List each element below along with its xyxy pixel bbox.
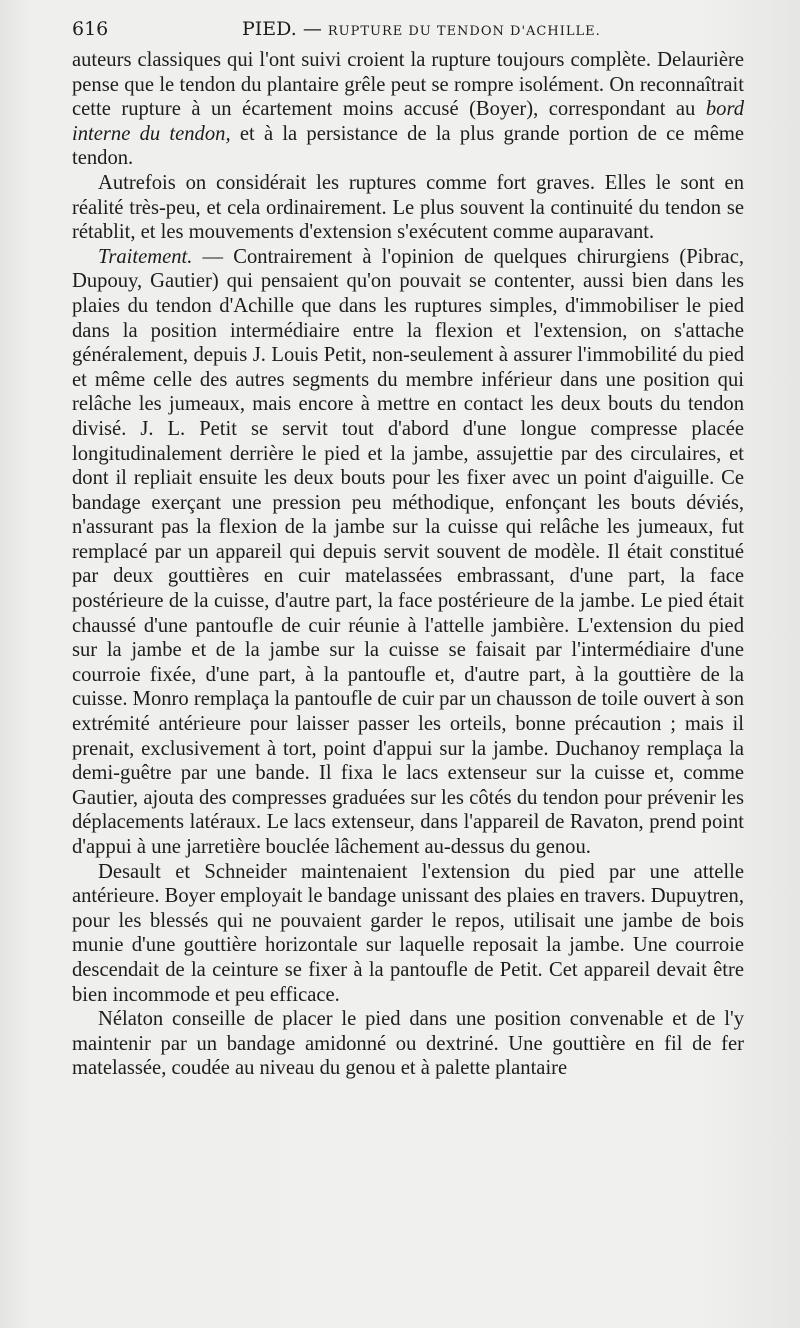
paragraph-1-italic: bord interne du tendon, <box>72 98 744 145</box>
paragraph-3-text: — Contrairement à l'opinion de quelques chirurgiens (Pibrac, Dupouy, Gautier) qui pensaient qu'on pouvait se contenter, aussi bien dans les plaies du tendon d'Achille que dans les ruptures simples, d'immobiliser le pied dans la position intermédiaire entre la flexion et l'extension, on s'attache généralement, depuis J. Louis Petit, non-seulement à assurer l'immobilité du pied et même celle des autres segments du membre inférieur dans une position qui relâche les jumeaux, mais encore à mettre en contact les deux bouts du tendon divisé. J. L. Petit se servit tout d'abord d'une longue compresse placée longitudinalement derrière le pied et la jambe, assujettie par des circulaires, et dont il repliait ensuite les deux bouts pour les fixer avec un point d'aiguille. Ce bandage exerçant une pression peu méthodique, enfonçant les bouts déviés, n'assurant pas la flexion de la jambe sur la cuisse qui relâche les jumeaux, fut remplacé par un appareil qui depuis servit souvent de modèle. Il était constitué par deux gouttières en cuir matelassées embrassant, d'une part, la face postérieure de la cuisse, d'autre part, la face postérieure de la jambe. Le pied était chaussé d'une pantoufle de cuir réunie à l'attelle jambière. L'extension du pied sur la jambe et de la jambe sur la cuisse se faisait par l'intermédiaire d'une courroie fixée, d'une part, à la pantoufle et, d'autre part, à la gouttière de la cuisse. Monro remplaça la pantoufle de cuir par un chausson de toile ouvert à son extrémité antérieure pour laisser passer les orteils, bonne précaution ; mais il prenait, exclusivement à tort, point d'appui sur la jambe. Duchanoy remplaça la demi-guêtre par une bande. Il fixa le lacs extenseur sur la cuisse et, comme Gautier, ajouta des compresses graduées sur les côtés du tendon pour prévenir les déplacements latéraux. Le lacs extenseur, dans l'appareil de Ravaton, prend point d'appui à une jarretière bouclée lâchement au-dessus du genou. <box>72 245 744 858</box>
paragraph-2 <box>72 171 744 245</box>
running-title <box>242 14 601 47</box>
running-title-dash: — <box>302 18 322 40</box>
page-number: 616 <box>72 18 109 40</box>
body-text <box>72 48 744 1081</box>
paragraph-3-lead: Traitement. <box>98 245 193 268</box>
running-title-sub: RUPTURE DU TENDON D'ACHILLE. <box>327 24 601 39</box>
paragraph-1-text: auteurs classiques qui l'ont suivi croient la rupture toujours complète. Delaurière pense que le tendon du plantaire grêle peut se rompre isolément. On reconnaîtrait cette rupture à un écartement moins accusé (Boyer), correspondant au <box>72 49 744 121</box>
paragraph-1-after: et à la persistance de la plus grande portion de ce même tendon. <box>72 122 744 170</box>
paragraph-5 <box>72 1007 744 1081</box>
paragraph-5-text: Nélaton conseille de placer le pied dans une position convenable et de l'y maintenir par un bandage amidonné ou dextriné. Une gouttière en fil de fer matelassée, coudée au niveau du genou et à palette plantaire <box>72 1008 744 1080</box>
paragraph-3 <box>72 245 744 860</box>
paragraph-2-text: Autrefois on considérait les ruptures comme fort graves. Elles le sont en réalité très-peu, et cela ordinairement. Le plus souvent la continuité du tendon se rétablit, et les mouvements d'extension s'exécutent comme auparavant. <box>72 171 744 244</box>
paragraph-4 <box>72 860 744 1008</box>
paragraph-1 <box>72 48 744 171</box>
paragraph-4-text: Desault et Schneider maintenaient l'extension du pied par une attelle antérieure. Boyer employait le bandage unissant des plaies en travers. Dupuytren, pour les blessés qui ne pouvaient garder le repos, utilisait une jambe de bois munie d'une gouttière horizontale sur laquelle reposait la jambe. Une courroie descendait de la ceinture se fixer à la pantoufle de Petit. Cet appareil devait être bien incommode et peu efficace. <box>72 860 744 1006</box>
running-header <box>72 14 744 44</box>
running-title-main: PIED. <box>242 18 297 40</box>
